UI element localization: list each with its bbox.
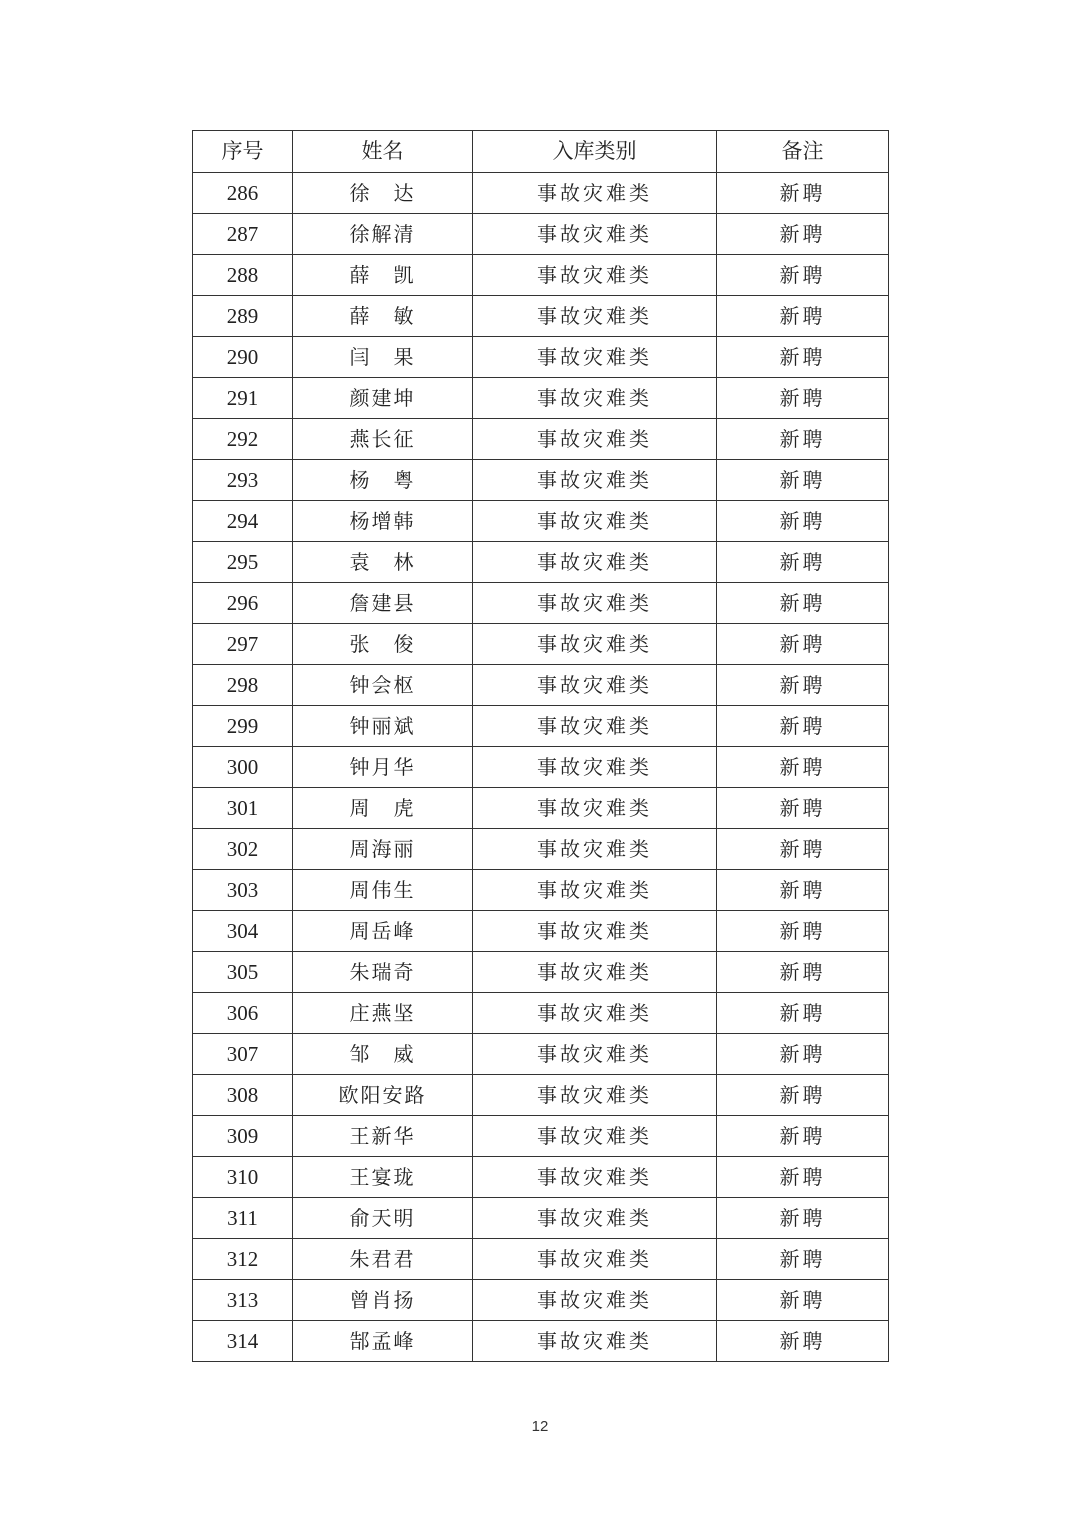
cell-category: 事故灾难类 xyxy=(473,1280,717,1321)
roster-table xyxy=(192,130,889,1362)
cell-serial-number: 311 xyxy=(193,1198,293,1239)
cell-name: 钟丽斌 xyxy=(293,706,473,747)
cell-serial-number: 291 xyxy=(193,378,293,419)
table-row xyxy=(193,214,889,255)
cell-serial-number: 313 xyxy=(193,1280,293,1321)
table-row xyxy=(193,747,889,788)
page-number: 12 xyxy=(531,1418,549,1435)
cell-category: 事故灾难类 xyxy=(473,870,717,911)
table-row xyxy=(193,952,889,993)
cell-serial-number: 295 xyxy=(193,542,293,583)
cell-serial-number: 296 xyxy=(193,583,293,624)
cell-remarks: 新聘 xyxy=(717,214,889,255)
cell-serial-number: 292 xyxy=(193,419,293,460)
cell-remarks: 新聘 xyxy=(717,1034,889,1075)
cell-name: 王新华 xyxy=(293,1116,473,1157)
cell-remarks: 新聘 xyxy=(717,1239,889,1280)
cell-name: 张 俊 xyxy=(293,624,473,665)
cell-name: 庄燕坚 xyxy=(293,993,473,1034)
cell-name: 曾肖扬 xyxy=(293,1280,473,1321)
cell-serial-number: 304 xyxy=(193,911,293,952)
cell-serial-number: 309 xyxy=(193,1116,293,1157)
table-row xyxy=(193,173,889,214)
table-row xyxy=(193,501,889,542)
cell-remarks: 新聘 xyxy=(717,378,889,419)
table-row xyxy=(193,1321,889,1362)
table-row xyxy=(193,460,889,501)
table-row xyxy=(193,419,889,460)
cell-name: 邹 威 xyxy=(293,1034,473,1075)
table-row xyxy=(193,1157,889,1198)
table-header xyxy=(193,131,889,173)
cell-remarks: 新聘 xyxy=(717,952,889,993)
cell-remarks: 新聘 xyxy=(717,1280,889,1321)
cell-remarks: 新聘 xyxy=(717,173,889,214)
cell-serial-number: 300 xyxy=(193,747,293,788)
table-row xyxy=(193,993,889,1034)
cell-name: 颜建坤 xyxy=(293,378,473,419)
table-row xyxy=(193,706,889,747)
cell-name: 燕长征 xyxy=(293,419,473,460)
cell-category: 事故灾难类 xyxy=(473,1034,717,1075)
cell-serial-number: 310 xyxy=(193,1157,293,1198)
cell-name: 徐 达 xyxy=(293,173,473,214)
table-row xyxy=(193,788,889,829)
cell-serial-number: 306 xyxy=(193,993,293,1034)
cell-category: 事故灾难类 xyxy=(473,1116,717,1157)
header-category: 入库类别 xyxy=(473,131,717,173)
cell-category: 事故灾难类 xyxy=(473,173,717,214)
cell-category: 事故灾难类 xyxy=(473,788,717,829)
cell-serial-number: 287 xyxy=(193,214,293,255)
table-row xyxy=(193,1116,889,1157)
cell-name: 徐解清 xyxy=(293,214,473,255)
cell-category: 事故灾难类 xyxy=(473,419,717,460)
table-row xyxy=(193,1034,889,1075)
cell-name: 朱瑞奇 xyxy=(293,952,473,993)
header-row xyxy=(193,131,889,173)
cell-serial-number: 288 xyxy=(193,255,293,296)
cell-remarks: 新聘 xyxy=(717,1116,889,1157)
cell-name: 钟月华 xyxy=(293,747,473,788)
cell-serial-number: 286 xyxy=(193,173,293,214)
cell-name: 郜孟峰 xyxy=(293,1321,473,1362)
cell-category: 事故灾难类 xyxy=(473,542,717,583)
header-remarks: 备注 xyxy=(717,131,889,173)
cell-serial-number: 301 xyxy=(193,788,293,829)
cell-name: 钟会枢 xyxy=(293,665,473,706)
table-row xyxy=(193,1198,889,1239)
cell-category: 事故灾难类 xyxy=(473,296,717,337)
cell-serial-number: 297 xyxy=(193,624,293,665)
cell-remarks: 新聘 xyxy=(717,460,889,501)
cell-remarks: 新聘 xyxy=(717,1157,889,1198)
cell-remarks: 新聘 xyxy=(717,788,889,829)
cell-category: 事故灾难类 xyxy=(473,1075,717,1116)
cell-name: 周伟生 xyxy=(293,870,473,911)
cell-name: 周岳峰 xyxy=(293,911,473,952)
header-name: 姓名 xyxy=(293,131,473,173)
cell-category: 事故灾难类 xyxy=(473,214,717,255)
cell-name: 俞天明 xyxy=(293,1198,473,1239)
cell-category: 事故灾难类 xyxy=(473,255,717,296)
cell-name: 周 虎 xyxy=(293,788,473,829)
table-row xyxy=(193,1075,889,1116)
table-row xyxy=(193,255,889,296)
cell-serial-number: 289 xyxy=(193,296,293,337)
cell-serial-number: 305 xyxy=(193,952,293,993)
cell-remarks: 新聘 xyxy=(717,542,889,583)
cell-serial-number: 307 xyxy=(193,1034,293,1075)
cell-remarks: 新聘 xyxy=(717,993,889,1034)
cell-serial-number: 303 xyxy=(193,870,293,911)
cell-category: 事故灾难类 xyxy=(473,952,717,993)
cell-remarks: 新聘 xyxy=(717,255,889,296)
cell-category: 事故灾难类 xyxy=(473,1321,717,1362)
cell-serial-number: 298 xyxy=(193,665,293,706)
cell-serial-number: 293 xyxy=(193,460,293,501)
table-row xyxy=(193,542,889,583)
cell-category: 事故灾难类 xyxy=(473,993,717,1034)
cell-remarks: 新聘 xyxy=(717,501,889,542)
cell-remarks: 新聘 xyxy=(717,706,889,747)
header-serial-number: 序号 xyxy=(193,131,293,173)
cell-name: 欧阳安路 xyxy=(293,1075,473,1116)
cell-category: 事故灾难类 xyxy=(473,706,717,747)
cell-category: 事故灾难类 xyxy=(473,460,717,501)
cell-category: 事故灾难类 xyxy=(473,337,717,378)
cell-name: 闫 果 xyxy=(293,337,473,378)
cell-name: 杨增韩 xyxy=(293,501,473,542)
cell-remarks: 新聘 xyxy=(717,337,889,378)
cell-serial-number: 302 xyxy=(193,829,293,870)
cell-category: 事故灾难类 xyxy=(473,911,717,952)
table-row xyxy=(193,1280,889,1321)
cell-category: 事故灾难类 xyxy=(473,747,717,788)
cell-serial-number: 290 xyxy=(193,337,293,378)
cell-category: 事故灾难类 xyxy=(473,378,717,419)
table-row xyxy=(193,296,889,337)
cell-name: 薛 敏 xyxy=(293,296,473,337)
table-row xyxy=(193,337,889,378)
cell-remarks: 新聘 xyxy=(717,419,889,460)
table-row xyxy=(193,829,889,870)
cell-serial-number: 314 xyxy=(193,1321,293,1362)
cell-name: 周海丽 xyxy=(293,829,473,870)
cell-category: 事故灾难类 xyxy=(473,1239,717,1280)
cell-name: 袁 林 xyxy=(293,542,473,583)
cell-serial-number: 294 xyxy=(193,501,293,542)
cell-serial-number: 312 xyxy=(193,1239,293,1280)
cell-category: 事故灾难类 xyxy=(473,501,717,542)
cell-remarks: 新聘 xyxy=(717,583,889,624)
table-body xyxy=(193,173,889,1362)
cell-remarks: 新聘 xyxy=(717,1075,889,1116)
cell-category: 事故灾难类 xyxy=(473,583,717,624)
table-row xyxy=(193,870,889,911)
table-row xyxy=(193,665,889,706)
cell-remarks: 新聘 xyxy=(717,829,889,870)
cell-category: 事故灾难类 xyxy=(473,624,717,665)
table-row xyxy=(193,583,889,624)
table-row xyxy=(193,624,889,665)
cell-name: 王宴珑 xyxy=(293,1157,473,1198)
cell-serial-number: 308 xyxy=(193,1075,293,1116)
cell-remarks: 新聘 xyxy=(717,1321,889,1362)
table-row xyxy=(193,1239,889,1280)
cell-name: 薛 凯 xyxy=(293,255,473,296)
cell-remarks: 新聘 xyxy=(717,665,889,706)
cell-category: 事故灾难类 xyxy=(473,665,717,706)
cell-category: 事故灾难类 xyxy=(473,1198,717,1239)
cell-name: 杨 粤 xyxy=(293,460,473,501)
cell-category: 事故灾难类 xyxy=(473,829,717,870)
roster-table-container xyxy=(192,130,888,1362)
cell-category: 事故灾难类 xyxy=(473,1157,717,1198)
cell-remarks: 新聘 xyxy=(717,1198,889,1239)
cell-name: 朱君君 xyxy=(293,1239,473,1280)
table-row xyxy=(193,378,889,419)
cell-remarks: 新聘 xyxy=(717,870,889,911)
cell-serial-number: 299 xyxy=(193,706,293,747)
cell-remarks: 新聘 xyxy=(717,747,889,788)
table-row xyxy=(193,911,889,952)
cell-name: 詹建县 xyxy=(293,583,473,624)
cell-remarks: 新聘 xyxy=(717,911,889,952)
cell-remarks: 新聘 xyxy=(717,296,889,337)
cell-remarks: 新聘 xyxy=(717,624,889,665)
